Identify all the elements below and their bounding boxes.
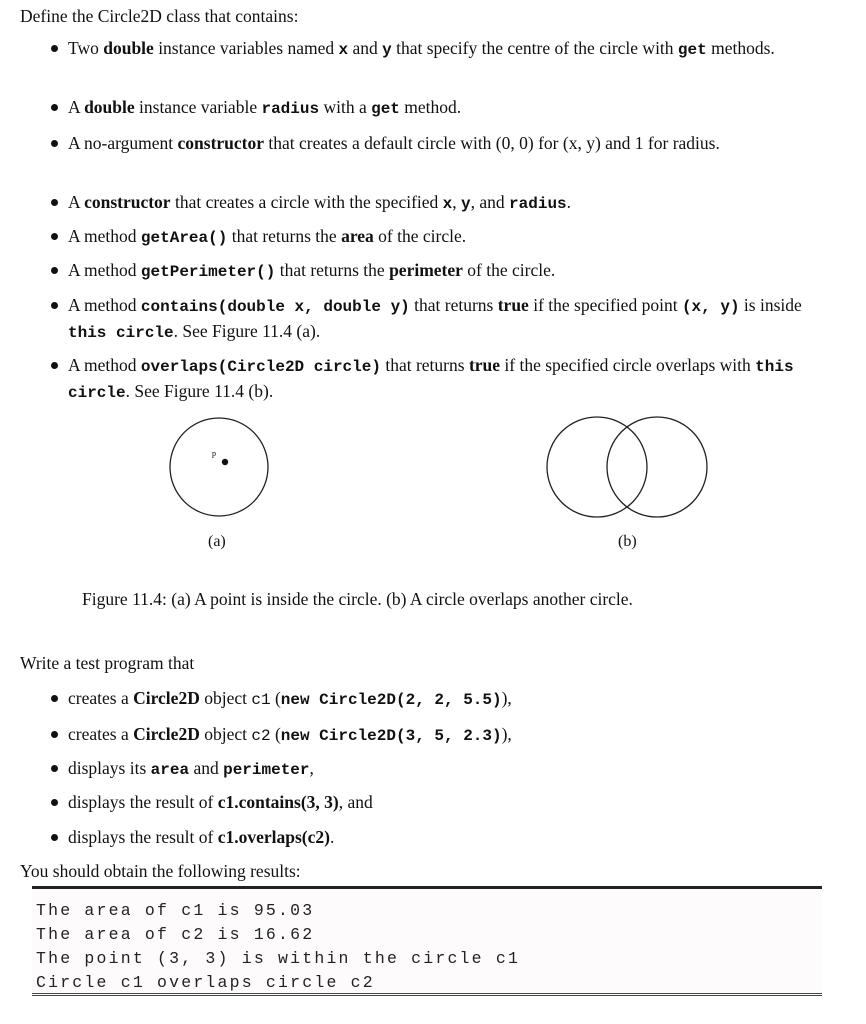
code-term: x [338,41,349,59]
text-segment: if the specified point [528,295,682,315]
bold-term: constructor [84,192,171,212]
bold-term: double [84,97,135,117]
text-segment: displays the result of [68,792,218,812]
list-item [68,224,824,250]
bold-term: double [103,38,154,58]
output-box [32,886,822,996]
text-segment: ), [501,724,512,744]
text-segment: and [348,38,383,58]
code-term: radius [509,195,567,213]
text-segment: , [452,192,462,212]
text-segment: . See Figure 11.4 (a). [173,321,321,341]
code-term: getArea() [140,229,228,247]
code-term: area [150,761,190,779]
list-item [68,293,824,345]
text-segment: instance variable [134,97,262,117]
list-item [68,258,824,284]
bold-term: constructor [177,133,265,153]
text-segment: instance variables named [153,38,339,58]
list-item [68,131,824,155]
text-segment: that specify the centre of the circle with [391,38,678,58]
code-term: y [382,41,392,59]
text-segment: A method [68,295,141,315]
figure-label-b: (b) [618,533,637,550]
figure-11-4 [0,400,866,530]
text-segment: , and [470,192,510,212]
text-segment: that returns the [227,226,342,246]
code-term: get [677,41,707,59]
text-segment: . See Figure 11.4 (b). [125,381,274,401]
code-term: getPerimeter() [140,263,276,281]
figure-b-circles [547,417,707,517]
text-segment: creates a [68,724,134,744]
list-item [68,722,768,748]
figure-a-circle [170,418,268,516]
text-segment: . [566,192,572,212]
text-segment: of the circle. [373,226,467,246]
text-segment: is inside [739,295,802,315]
text-segment: of the circle. [462,260,556,280]
bold-term: true [468,355,501,375]
list-item [68,825,768,849]
list-item [68,190,824,216]
bold-term: c1.overlaps(c2) [217,827,330,847]
code-term: y [461,195,471,213]
text-segment: with a [319,97,372,117]
text-segment: A no-argument [68,133,178,153]
text-segment: that creates a default circle with (0, 0) for (x, y) and 1 for radius. [264,133,720,153]
text-segment: A method [68,355,141,375]
text-segment: that returns [380,355,469,375]
point-marker [222,459,228,465]
text-segment: object [199,724,252,744]
list-item [68,790,768,814]
list-item [68,756,768,782]
bold-term: Circle2D [133,688,200,708]
code-term: this circle [68,358,794,402]
bold-term: true [497,295,529,315]
code-term: (x, y) [681,298,740,316]
code-term: new Circle2D(3, 5, 2.3) [280,727,502,745]
bold-term: Circle2D [133,724,200,744]
bold-term: c1.contains(3, 3) [217,792,339,812]
code-term: radius [261,100,320,118]
code-term: c1 [251,691,271,709]
text-segment: ( [270,724,281,744]
code-term: contains(double x, double y) [140,298,410,316]
text-segment: ( [270,688,281,708]
code-term: perimeter [223,761,310,779]
text-segment: method. [399,97,462,117]
code-term: overlaps(Circle2D circle) [140,358,381,376]
list-item [68,36,824,62]
text-segment: , and [338,792,373,812]
results-intro: You should obtain the following results: [20,861,301,881]
text-segment: methods. [706,38,775,58]
output-line: The area of c1 is 95.03 [36,901,315,920]
text-segment: displays its [68,758,151,778]
text-segment: and [189,758,224,778]
bold-term: perimeter [389,260,463,280]
intro-text: Define the Circle2D class that contains: [20,6,299,26]
bold-term: area [341,226,374,246]
text-segment: that returns [409,295,498,315]
text-segment: ), [501,688,512,708]
figure-caption: Figure 11.4: (a) A point is inside the circle. (b) A circle overlaps another circle. [82,589,633,609]
code-term: x [442,195,453,213]
text-segment: Two [68,38,104,58]
code-term: c2 [251,727,271,745]
text-segment: A method [68,260,141,280]
code-term: new Circle2D(2, 2, 5.5) [280,691,502,709]
text-segment: that creates a circle with the specified [170,192,443,212]
list-item [68,353,824,405]
text-segment: A method [68,226,141,246]
output-line: The point (3, 3) is within the circle c1 [36,949,521,968]
text-segment: , [309,758,314,778]
figure-label-a: (a) [208,533,226,550]
text-segment: object [199,688,252,708]
text-segment: if the specified circle overlaps with [500,355,756,375]
code-term: this circle [68,324,174,342]
list-item [68,95,824,121]
output-line: Circle c1 overlaps circle c2 [36,973,375,992]
text-segment: displays the result of [68,827,218,847]
code-term: get [371,100,400,118]
test-intro: Write a test program that [20,653,195,673]
point-label: p [212,449,216,458]
text-segment: that returns the [275,260,390,280]
text-segment: A [68,192,85,212]
output-line: The area of c2 is 16.62 [36,925,315,944]
text-segment: creates a [68,688,134,708]
text-segment: A [68,97,85,117]
list-item [68,686,768,712]
text-segment: . [329,827,335,847]
